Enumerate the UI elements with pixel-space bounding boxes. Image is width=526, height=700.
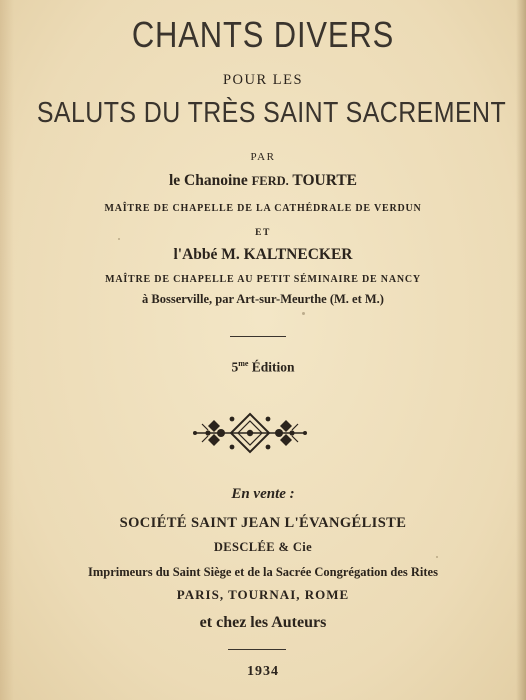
edition-suffix: me xyxy=(238,359,249,368)
author-1-name xyxy=(0,172,526,190)
edition-word: Édition xyxy=(248,359,295,375)
paper-speck xyxy=(436,556,438,558)
edition-label xyxy=(0,359,526,376)
and-label: ET xyxy=(255,228,271,238)
paper-speck xyxy=(118,238,120,240)
publisher-cities: PARIS, TOURNAI, ROME xyxy=(176,587,350,602)
divider-rule xyxy=(230,336,286,337)
for-sale-label: En vente : xyxy=(231,486,295,502)
also-from-authors: et chez les Auteurs xyxy=(199,614,327,631)
author-1-firstname: FERD. xyxy=(251,174,289,188)
paper-speck xyxy=(302,312,305,315)
publisher-society: SOCIÉTÉ SAINT JEAN L'ÉVANGÉLISTE xyxy=(119,515,407,531)
publisher-imprimeurs: Imprimeurs du Saint Siège et de la Sacrée Congrégation des Rites xyxy=(88,565,438,579)
book-subtitle: SALUTS DU TRÈS SAINT SACREMENT xyxy=(36,97,507,129)
author-1-prefix: le Chanoine xyxy=(168,172,252,189)
publication-year: 1934 xyxy=(247,664,279,679)
author-2-name: l'Abbé M. KALTNECKER xyxy=(173,246,353,263)
fleuron-ornament-icon xyxy=(188,410,312,456)
author-1-role: MAÎTRE DE CHAPELLE DE LA CATHÉDRALE DE VERDUN xyxy=(104,203,422,214)
book-title: CHANTS DIVERS xyxy=(131,14,395,55)
author-2-place: à Bosserville, par Art-sur-Meurthe (M. et M.) xyxy=(142,292,384,306)
edition-number: 5 xyxy=(231,359,239,375)
title-connector: POUR LES xyxy=(222,72,304,88)
publisher-desclee: DESCLÉE & Cie xyxy=(213,540,313,554)
divider-rule-bottom xyxy=(228,649,286,650)
author-2-role: MAÎTRE DE CHAPELLE AU PETIT SÉMINAIRE DE NANCY xyxy=(105,274,421,285)
by-label: PAR xyxy=(250,151,276,163)
author-1-surname: TOURTE xyxy=(288,172,358,189)
